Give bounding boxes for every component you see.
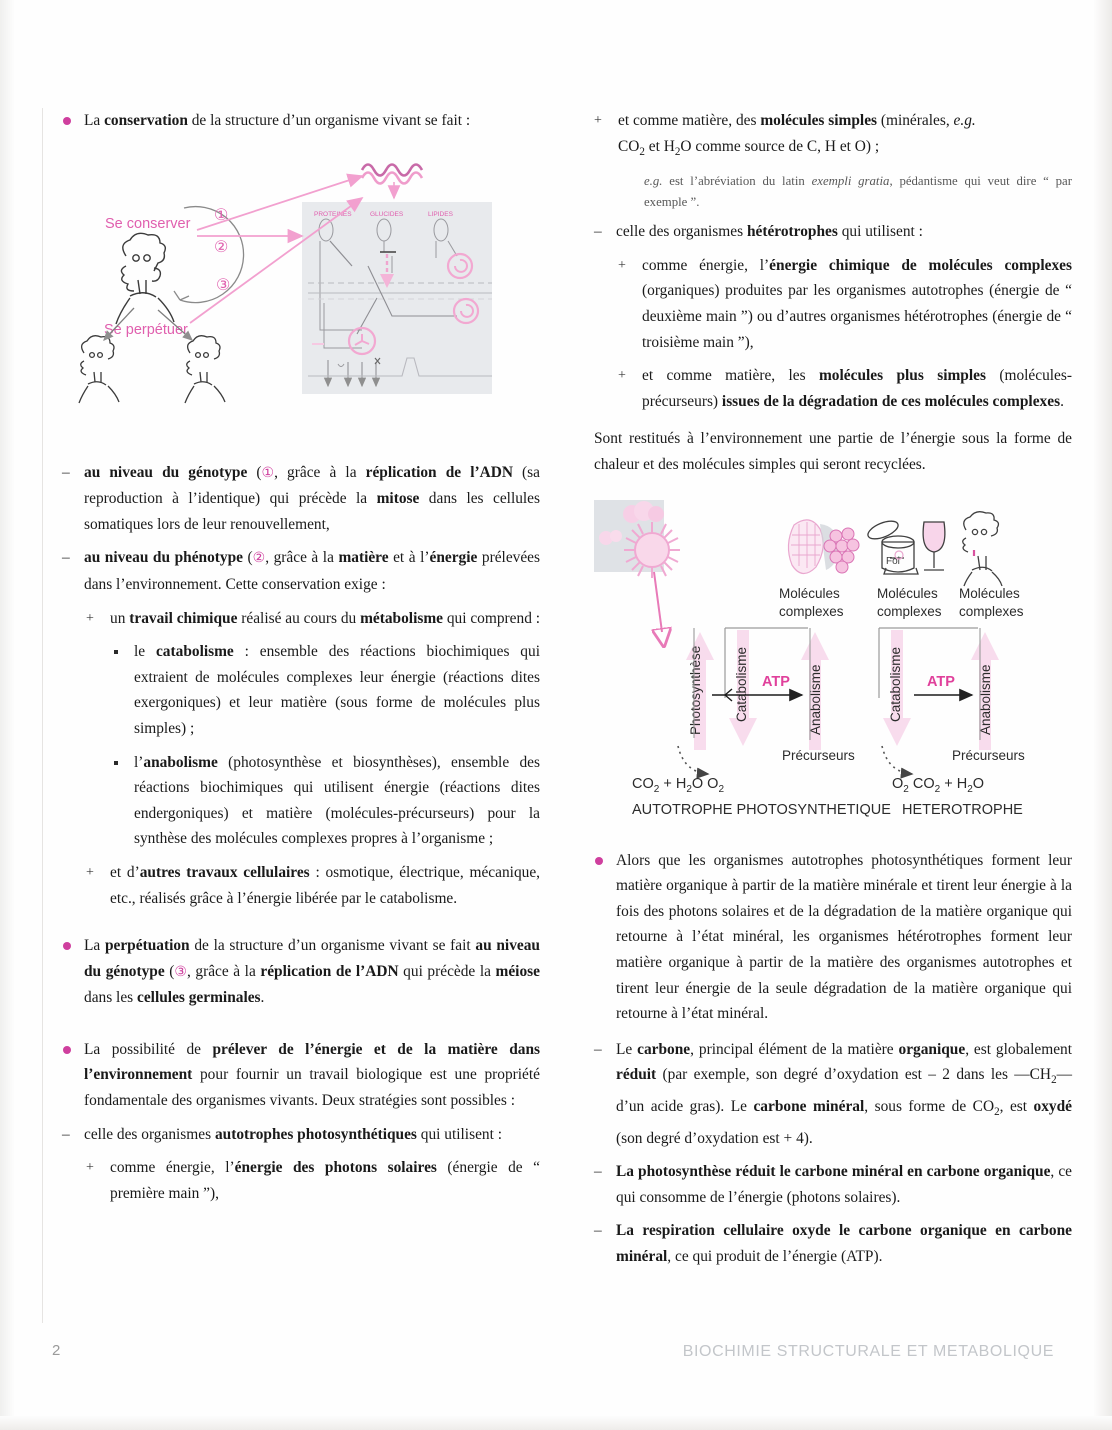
- text-italic: exempli gratia: [811, 174, 890, 189]
- dash-marker: –: [62, 1125, 70, 1143]
- character-child-right-icon: [185, 335, 225, 402]
- text-run: est l’abréviation du latin: [662, 174, 812, 189]
- text-run: , sous forme de $CO_2$, est: [864, 1098, 1034, 1119]
- text-run: Alors que les organismes autotrophes photosynthétiques forment leur matière organique à partir de la matière minérale et tirent leur énergie à la fois des photons solaires et de la dégradation de la matière organique qui retourne à l’état minéral, les organismes hétérotrophes forment leur matière organique à partir de la matière des organismes autotrophes et tirent leur énergie de la seule dégradation de la matière organique qui retourne à l’état minéral.: [616, 851, 1072, 1023]
- bullet-respiration: [594, 1218, 1072, 1269]
- text-bold: au niveau du génotype: [84, 937, 540, 980]
- page-footer: [0, 1342, 1112, 1382]
- text-run: , grâce à la: [186, 962, 261, 980]
- column-rule: [42, 108, 43, 1323]
- text-run: celle des organismes: [84, 1125, 215, 1143]
- text-bold: La photosynthèse réduit le carbone minéral en carbone organique: [616, 1163, 1051, 1181]
- text-bold: au niveau du phénotype: [84, 549, 243, 567]
- dna-helix-icon: [362, 164, 422, 198]
- text-run: (: [164, 962, 175, 980]
- text-run: l’: [134, 753, 144, 771]
- text-bold: carbone minéral: [753, 1098, 865, 1116]
- text-bold: énergie chimique de molécules complexes: [769, 256, 1072, 274]
- svg-text:Foi: Foi: [886, 555, 900, 567]
- text-run: , pédantisme qui veut dire “ par exemple ”.: [644, 174, 1072, 210]
- text-run: de la structure d’un organisme vivant se fait: [189, 937, 476, 955]
- text-run: , grâce à la: [265, 549, 339, 567]
- scan-edge-bottom: [0, 1416, 1112, 1430]
- bullet-photons-solaires: [86, 1155, 540, 1206]
- text-run: La: [84, 112, 105, 129]
- circled-number-2: ②: [252, 551, 266, 567]
- text-bold: énergie: [429, 549, 478, 567]
- bullet-molecules-plus-simples: [618, 363, 1072, 414]
- bullet-molecules-simples: [594, 108, 1072, 165]
- plus-marker: +: [86, 1160, 94, 1176]
- text-run: La possibilité de: [84, 1040, 213, 1058]
- plus-marker: +: [86, 864, 94, 880]
- bullet-autotrophes: [62, 1122, 540, 1148]
- figure-marker-3: ③: [216, 276, 231, 294]
- bullet-heterotrophes: [594, 219, 1072, 245]
- molecules-label-2-line2: complexes: [877, 603, 942, 619]
- left-column: [62, 108, 540, 1206]
- cell-metabolism-panel: [302, 202, 492, 394]
- text-bold: carbone: [637, 1040, 691, 1058]
- bullet-dot-icon: [63, 1046, 71, 1054]
- figure-marker-2: ②: [214, 238, 229, 256]
- text-run: et d’: [110, 863, 140, 881]
- atp-label-auto: ATP: [762, 673, 790, 690]
- panel-header-lipides: LIPIDES: [428, 210, 453, 218]
- text-bold: La respiration cellulaire oxyde le carbone organique en carbone minéral: [616, 1222, 1072, 1266]
- text-bold: travail chimique: [129, 609, 238, 627]
- text-bold: au niveau du génotype: [84, 463, 248, 481]
- corn-and-grapes-icon: [788, 519, 859, 573]
- text-run: , est globalement: [965, 1040, 1072, 1058]
- molecules-label-1-line1: Molécules: [779, 585, 840, 601]
- text-run: (minérales,: [877, 112, 954, 129]
- scan-edge-right: [1094, 0, 1112, 1430]
- text-bold: réduit: [616, 1066, 657, 1084]
- bullet-phenotype: [62, 545, 540, 597]
- text-bold: anabolisme: [143, 753, 218, 771]
- dash-marker: –: [594, 1222, 602, 1240]
- pathway-anabolisme-auto: Anabolisme: [808, 664, 823, 735]
- text-bold: autotrophes photosynthétiques: [214, 1125, 417, 1143]
- figure-trophic: [594, 500, 1064, 830]
- person-eating-icon: [963, 511, 1002, 585]
- note-eg-abbreviation: [644, 171, 1072, 213]
- text-run: La: [84, 937, 105, 955]
- text-run: qui comprend :: [442, 609, 541, 627]
- gases-auto: $CO_2 + H_2O$ $O_2$: [632, 775, 725, 795]
- pathway-anabolisme-hetero: Anabolisme: [978, 664, 993, 735]
- text-bold: matière: [338, 549, 389, 567]
- text-italic: e.g.: [953, 112, 976, 129]
- text-run: , ce qui consomme de l’énergie (photons solaires).: [616, 1163, 1073, 1206]
- title-heterotrophe: HETEROTROPHE: [902, 801, 1023, 818]
- text-run: (énergie de “ première main ”),: [110, 1159, 540, 1202]
- figure-conservation: [62, 148, 532, 438]
- panel-header-glucides: GLUCIDES: [370, 210, 404, 218]
- bullet-energie-chimique: [618, 253, 1072, 355]
- pathway-catabolisme-auto: Catabolisme: [734, 646, 749, 722]
- panel-header-proteines: PROTEINES: [314, 210, 352, 218]
- dash-marker: –: [62, 463, 70, 481]
- text-run: celle des organismes: [616, 223, 747, 241]
- text-run: de la structure d’un organisme vivant se fait :: [187, 112, 471, 129]
- text-bold: métabolisme: [360, 609, 443, 627]
- scan-edge-left: [0, 0, 14, 1430]
- text-run: le: [134, 643, 156, 661]
- text-bold: oxydé: [1033, 1098, 1073, 1116]
- text-bold: réplication de l’ADN: [260, 962, 399, 980]
- text-run: comme énergie, l’: [642, 256, 770, 274]
- text-run: (photosynthèse et biosynthèses), ensemble des réactions biochimiques qui utilisent énergie (réactions dites endergoniques) et matière (molécules-précurseurs) pour la synthèse des molécules complexes propres à l’organisme ;: [134, 753, 540, 848]
- dash-marker: –: [594, 1040, 602, 1058]
- precursors-label-auto: Précurseurs: [782, 747, 855, 763]
- text-run: pour fournir un travail biologique est une propriété fondamentale des organismes vivants. Deux stratégies sont possibles :: [84, 1066, 540, 1110]
- bullet-autres-travaux: [86, 860, 540, 911]
- plus-marker: +: [618, 368, 626, 384]
- molecules-label-2-line1: Molécules: [877, 585, 938, 601]
- text-run: et à l’: [388, 549, 430, 567]
- text-bold: énergie des photons solaires: [234, 1159, 437, 1177]
- text-run: dans les: [84, 989, 138, 1007]
- text-run: , ce qui produit de l’énergie (ATP).: [667, 1248, 883, 1266]
- paragraph-restitution: Sont restitués à l’environnement une partie de l’énergie sous la forme de chaleur et des molécules simples qui seront recyclées.: [594, 430, 1072, 474]
- bullet-genotype: [62, 460, 540, 538]
- pathway-photosynthese: Photosynthèse: [688, 645, 703, 735]
- bullet-dot-icon: [595, 857, 603, 865]
- circled-number-1: ①: [261, 465, 275, 481]
- text-bold: réplication de l’ADN: [365, 463, 513, 481]
- folio-number: 2: [52, 1342, 61, 1359]
- text-bold: autres travaux cellulaires: [139, 863, 310, 881]
- gases-hetero: $O_2$ $CO_2 + H_2O$: [892, 775, 985, 795]
- text-run: dans les cellules somatiques lors de leur renouvellement,: [84, 490, 541, 533]
- text-run: : ensemble des réactions biochimiques qui extraient de molécules complexes leur énergie (réactions dites exergoniques) et leur matière (sous forme de molécules plus simples) ;: [134, 643, 540, 737]
- text-bold: conservation: [104, 112, 188, 129]
- text-bold: hétérotrophes: [746, 223, 838, 241]
- text-run: et comme matière, des: [618, 112, 761, 129]
- atp-label-hetero: ATP: [927, 673, 955, 690]
- text-run: qui utilisent :: [837, 223, 923, 241]
- paragraph-perpetuation: [62, 933, 540, 1011]
- bullet-carbone: [594, 1037, 1072, 1152]
- character-adult-icon: [116, 233, 174, 324]
- text-run: prélevées dans l’environnement. Cette conservation exige :: [84, 549, 540, 593]
- figure-marker-1: ①: [214, 206, 229, 224]
- text-bold: cellules germinales: [137, 989, 261, 1007]
- text-run: qui utilisent :: [416, 1125, 502, 1143]
- text-bold: prélever de l’énergie et de la matière dans l’environnement: [84, 1040, 541, 1084]
- dash-marker: –: [62, 549, 70, 567]
- circled-number-3: ③: [174, 964, 187, 980]
- paragraph-prelever-energie: [62, 1037, 540, 1114]
- text-bold: mitose: [376, 490, 420, 508]
- text-run: (: [247, 463, 262, 481]
- label-se-perpetuer: Se perpétuer: [104, 321, 188, 338]
- text-run: , grâce à la: [274, 463, 366, 481]
- text-bold: catabolisme: [155, 643, 234, 661]
- text-run: (: [243, 549, 253, 567]
- text-bold: molécules simples: [760, 112, 878, 129]
- text-run: comme énergie, l’: [110, 1159, 235, 1177]
- bullet-photosynthese: [594, 1159, 1072, 1210]
- text-run: , principal élément de la matière: [690, 1040, 899, 1058]
- text-run: Le: [616, 1040, 638, 1058]
- text-run: : osmotique, électrique, mécanique, etc., réalisés grâce à l’énergie libérée par le catabolisme.: [110, 863, 541, 907]
- formula-co2-h2o: $CO_2$ et $H_2O$ comme source de C, H et O) ;: [618, 137, 880, 158]
- text-bold: perpétuation: [104, 937, 190, 955]
- text-run: un: [110, 609, 130, 627]
- label-se-conserver: Se conserver: [105, 215, 191, 232]
- text-bold: organique: [898, 1040, 966, 1058]
- bullet-catabolisme: [110, 639, 540, 741]
- plus-marker: +: [86, 610, 94, 626]
- plus-marker: +: [594, 113, 602, 128]
- dash-marker: –: [594, 1163, 602, 1181]
- square-bullet-icon: [114, 761, 118, 765]
- text-bold: méiose: [495, 962, 540, 980]
- text-run: .: [260, 989, 265, 1007]
- pathway-catabolisme-hetero: Catabolisme: [888, 646, 903, 722]
- text-run: .: [1060, 392, 1064, 410]
- paragraph-autotrophes-vs-heterotrophes: [594, 848, 1072, 1027]
- bullet-dot-icon: [63, 117, 71, 125]
- text-italic: e.g.: [644, 174, 663, 189]
- text-run: et comme matière, les: [642, 367, 819, 385]
- title-autotrophe: AUTOTROPHE PHOTOSYNTHETIQUE: [632, 801, 891, 818]
- molecules-label-3-line2: complexes: [959, 603, 1024, 619]
- paragraph-conservation-intro: [62, 108, 540, 134]
- character-child-left-icon: [79, 335, 119, 402]
- text-bold: issues de la dégradation de ces molécules complexes: [721, 392, 1061, 410]
- plus-marker: +: [618, 257, 626, 273]
- dash-marker: –: [594, 223, 602, 241]
- molecules-label-3-line1: Molécules: [959, 585, 1020, 601]
- text-run: réalisé au cours du: [237, 609, 361, 627]
- molecules-label-1-line2: complexes: [779, 603, 844, 619]
- text-run: (organiques) produites par les organismes autotrophes (énergie de “ deuxième main ”) ou d’autres organismes hétérotrophes (énergie de “ troisième main ”),: [642, 282, 1072, 351]
- running-head: BIOCHIMIE STRUCTURALE ET METABOLIQUE: [682, 1343, 1054, 1360]
- text-run: (son degré d’oxydation est + 4).: [616, 1129, 813, 1147]
- text-run: qui précède la: [398, 962, 496, 980]
- text-bold: molécules plus simples: [818, 367, 986, 385]
- square-bullet-icon: [114, 650, 118, 654]
- bullet-dot-icon: [63, 942, 71, 950]
- text-run: (sa reproduction à l’identique) qui précède la: [84, 463, 541, 508]
- bullet-travail-chimique: [86, 606, 540, 632]
- text-run: (par exemple, son degré d’oxydation est – 2 dans les $—CH_2—$ d’un acide gras). Le: [616, 1066, 1072, 1116]
- bullet-anabolisme: [110, 750, 540, 852]
- precursors-label-hetero: Précurseurs: [952, 747, 1025, 763]
- text-run: (molécules-précurseurs): [642, 367, 1072, 410]
- right-column: [594, 108, 1072, 1270]
- meal-and-glass-icon: [866, 517, 945, 573]
